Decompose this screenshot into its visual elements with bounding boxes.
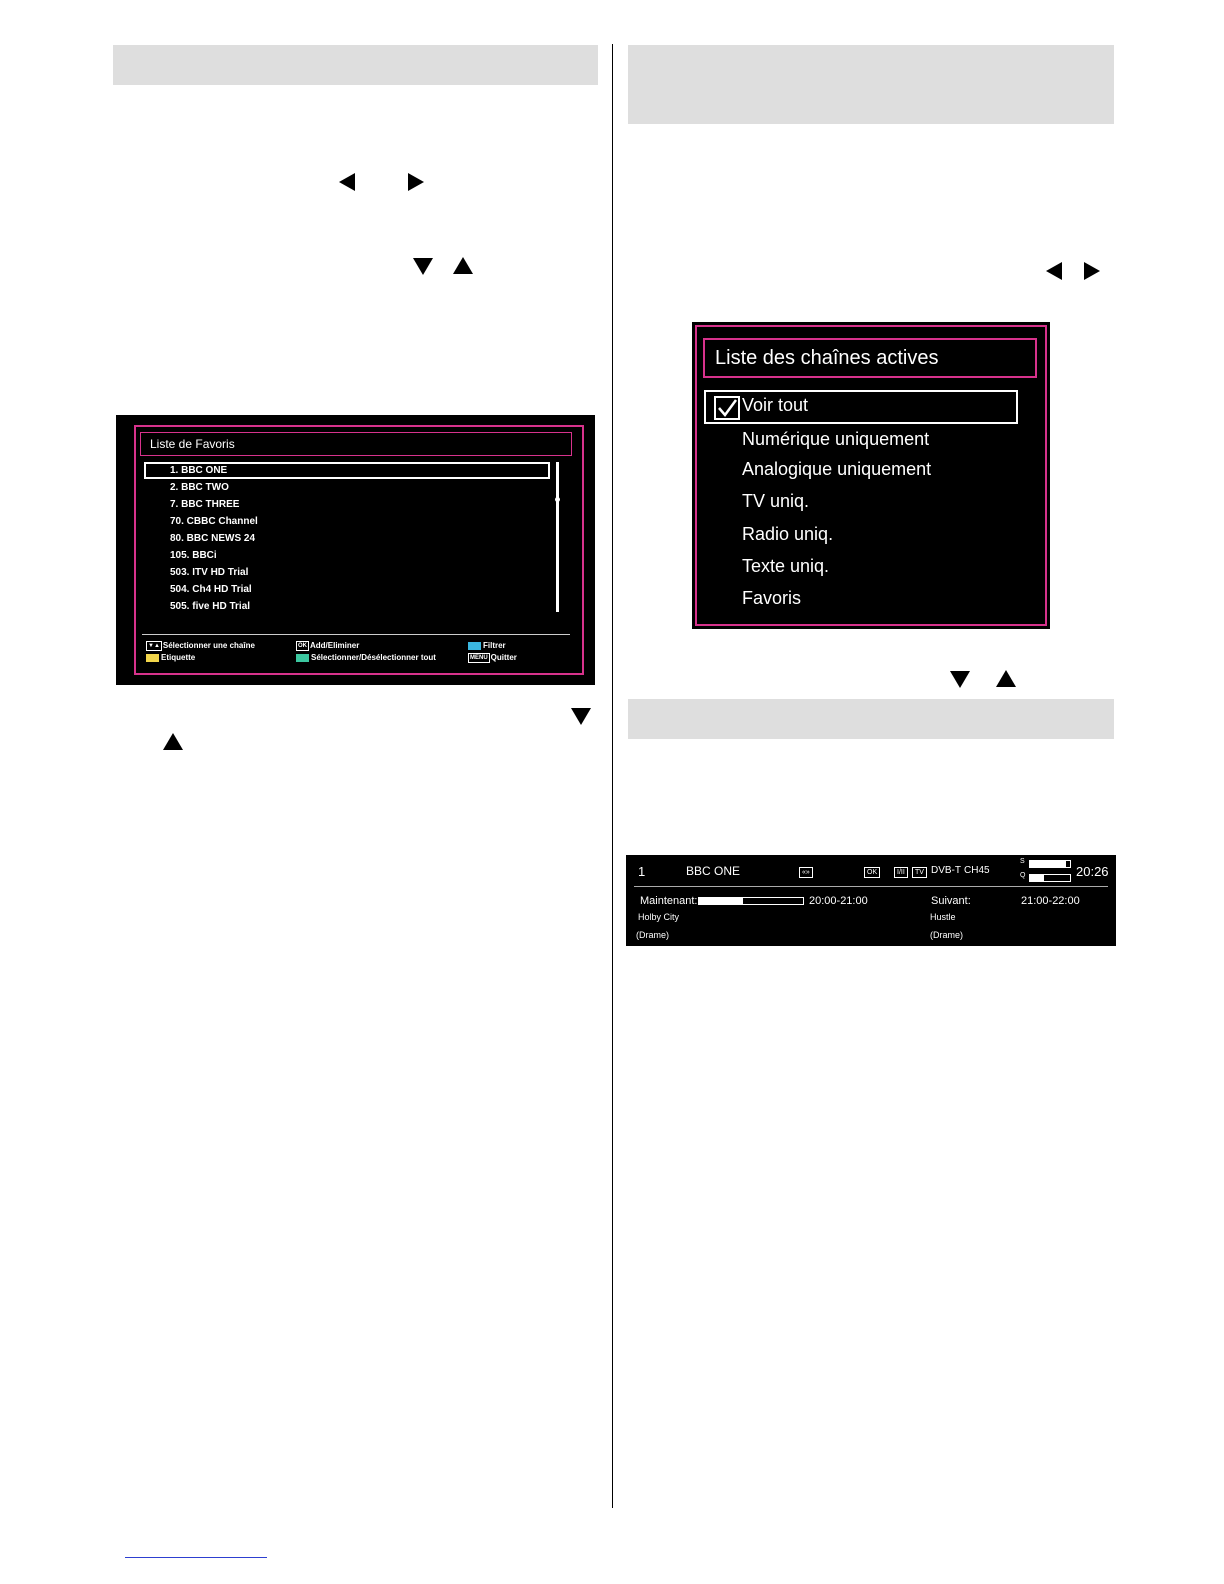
legend-label-key <box>146 653 195 662</box>
option-texte[interactable]: Texte uniq. <box>742 556 830 576</box>
signal-strength-fill <box>1030 861 1066 867</box>
option-favoris[interactable]: Favoris <box>742 588 802 608</box>
blue-key-icon <box>468 642 481 650</box>
info-banner <box>626 855 1116 946</box>
channel-list-item[interactable]: 105. BBCi <box>170 550 217 561</box>
legend-label: Sélectionner une chaîne <box>162 641 255 651</box>
channel-list-item[interactable]: 80. BBC NEWS 24 <box>170 533 256 544</box>
now-time: 20:00-21:00 <box>809 895 868 907</box>
ok-key-icon: OK <box>298 643 307 649</box>
now-progress-bar <box>698 897 804 905</box>
now-genre: (Drame) <box>636 930 669 940</box>
left-arrow-icon <box>1046 262 1062 280</box>
option-voir-tout[interactable] <box>704 390 1018 424</box>
option-analogique[interactable]: Analogique uniquement <box>742 459 932 479</box>
checkmark-icon <box>714 396 740 420</box>
next-genre: (Drame) <box>930 930 963 940</box>
menu-key-icon: MENU <box>470 655 488 661</box>
quality-label: Q <box>1020 872 1026 879</box>
down-arrow-icon <box>413 258 433 275</box>
signal-quality-bar <box>1029 874 1071 882</box>
favorites-title: Liste de Favoris <box>150 437 235 451</box>
up-arrow-icon <box>163 733 183 750</box>
channel-list-item[interactable]: 504. Ch4 HD Trial <box>170 584 252 595</box>
dual-audio-icon: I/II <box>894 867 908 878</box>
down-arrow-icon <box>950 671 970 688</box>
channel-list-item[interactable]: 70. CBBC Channel <box>170 516 258 527</box>
now-label: Maintenant: <box>640 895 698 907</box>
option-numerique[interactable]: Numérique uniquement <box>742 429 930 449</box>
footer-link-underline <box>125 1557 267 1558</box>
channel-list-item[interactable]: 2. BBC TWO <box>170 482 229 493</box>
clock: 20:26 <box>1076 864 1109 879</box>
favorites-channel-list <box>144 462 550 615</box>
next-time: 21:00-22:00 <box>1021 895 1080 907</box>
section-header-right-middle <box>628 699 1114 739</box>
legend-filter <box>468 641 506 650</box>
legend-quit <box>468 653 517 663</box>
legend-select-channel <box>146 641 255 651</box>
legend-label: Etiquette <box>161 653 196 662</box>
banner-divider <box>634 886 1108 887</box>
channel-list-item[interactable]: 503. ITV HD Trial <box>170 567 249 578</box>
next-label: Suivant: <box>931 895 971 907</box>
favorites-list-screen <box>116 415 595 685</box>
source-label: DVB-T <box>931 865 961 876</box>
legend-select-all <box>296 653 436 662</box>
option-label: Voir tout <box>742 395 809 415</box>
active-channels-title: Liste des chaînes actives <box>715 347 939 369</box>
signal-label: S <box>1020 858 1025 865</box>
scrollbar[interactable] <box>556 462 559 612</box>
now-progress-fill <box>699 898 743 904</box>
active-channels-screen <box>692 322 1050 629</box>
column-divider <box>612 44 613 1508</box>
active-channels-title-box <box>703 338 1037 378</box>
down-up-keys-icon: ▼▲ <box>148 643 160 649</box>
option-tv[interactable]: TV uniq. <box>742 491 810 511</box>
legend-label: Add/Eliminer <box>310 641 360 651</box>
up-arrow-icon <box>453 257 473 274</box>
channel-list-item[interactable]: 505. five HD Trial <box>170 601 251 612</box>
right-arrow-icon <box>408 173 424 191</box>
legend-label: Filtrer <box>483 641 506 650</box>
next-program: Hustle <box>930 912 956 922</box>
legend-divider <box>142 634 570 635</box>
up-arrow-icon <box>996 670 1016 687</box>
down-arrow-icon <box>571 708 591 725</box>
yellow-key-icon <box>146 654 159 662</box>
section-header-right-top <box>628 45 1114 124</box>
section-header-left <box>113 45 598 85</box>
left-arrow-icon <box>339 173 355 191</box>
channel-list-item[interactable]: 1. BBC ONE <box>144 462 550 479</box>
scrollbar-thumb[interactable] <box>555 497 560 502</box>
ok-key-icon: OK <box>864 867 880 878</box>
option-radio[interactable]: Radio uniq. <box>742 524 834 544</box>
now-program: Holby City <box>638 912 680 922</box>
signal-strength-bar <box>1029 860 1071 868</box>
favorites-title-box <box>140 432 572 456</box>
legend-label: Sélectionner/Désélectionner tout <box>311 653 436 662</box>
right-arrow-icon <box>1084 262 1100 280</box>
legend-label: Quitter <box>490 653 517 663</box>
legend-add-remove <box>296 641 359 651</box>
green-key-icon <box>296 654 309 662</box>
channel-number: 1 <box>638 864 646 879</box>
tv-icon: TV <box>912 867 927 878</box>
signal-quality-fill <box>1030 875 1044 881</box>
channel-name: BBC ONE <box>686 864 741 878</box>
audio-key-icon: «» <box>799 867 813 878</box>
channel-label: CH45 <box>964 865 990 876</box>
channel-list-item[interactable]: 7. BBC THREE <box>170 499 240 510</box>
